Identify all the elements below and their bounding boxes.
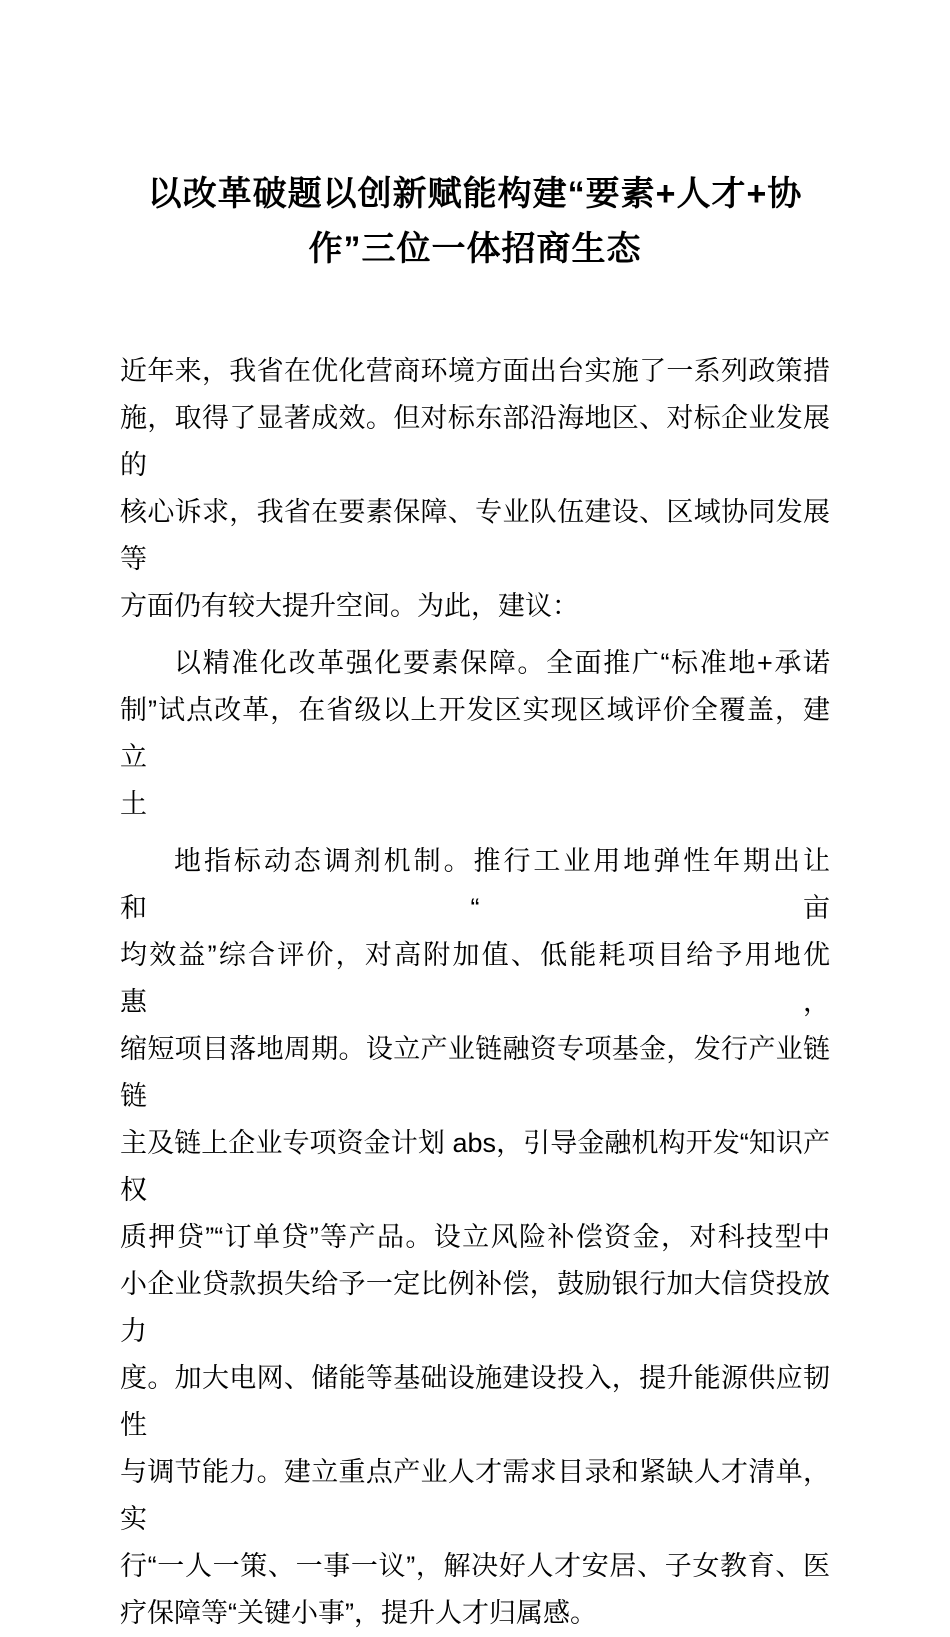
text-line: 缩短项目落地周期。设立产业链融资专项基金，发行产业链链	[120, 1034, 830, 1111]
text-line: 以精准化改革强化要素保障。全面推广“标准地+承诺	[174, 648, 830, 678]
document-title	[120, 167, 830, 277]
paragraph	[120, 640, 830, 828]
text-line: 方面仍有较大提升空间。为此，建议：	[120, 591, 579, 621]
text-line: 施，取得了显著成效。但对标东部沿海地区、对标企业发展的	[120, 403, 830, 480]
text-line: 疗保障等“关键小事”，提升人才归属感。	[120, 1598, 597, 1628]
text-line: 度。加大电网、储能等基础设施建设投入，提升能源供应韧性	[120, 1363, 830, 1440]
text-line: 行“一人一策、一事一议”，解决好人才安居、子女教育、医	[120, 1551, 830, 1581]
text-line: 小企业贷款损失给予一定比例补偿，鼓励银行加大信贷投放力	[120, 1269, 830, 1346]
document-body	[120, 348, 830, 1637]
paragraph	[120, 348, 830, 630]
text-line: 与调节能力。建立重点产业人才需求目录和紧缺人才清单，实	[120, 1457, 830, 1534]
text-line: 土	[120, 789, 147, 819]
text-line: 质押贷”“订单贷”等产品。设立风险补偿资金，对科技型中	[120, 1222, 830, 1252]
title-line: 以改革破题以创新赋能构建“要素+人才+协	[147, 175, 803, 213]
text-line: 近年来，我省在优化营商环境方面出台实施了一系列政策措	[120, 356, 830, 386]
text-line: 制”试点改革，在省级以上开发区实现区域评价全覆盖，建立	[120, 695, 830, 772]
paragraph	[120, 838, 830, 1637]
text-line: 均效益”综合评价，对高附加值、低能耗项目给予用地优惠，	[120, 940, 830, 1017]
title-line: 作”三位一体招商生态	[308, 230, 642, 268]
text-line: 核心诉求，我省在要素保障、专业队伍建设、区域协同发展等	[120, 497, 830, 574]
text-line: 主及链上企业专项资金计划 abs，引导金融机构开发“知识产权	[120, 1128, 830, 1205]
text-line: 地指标动态调剂机制。推行工业用地弹性年期出让和“亩	[120, 846, 830, 923]
